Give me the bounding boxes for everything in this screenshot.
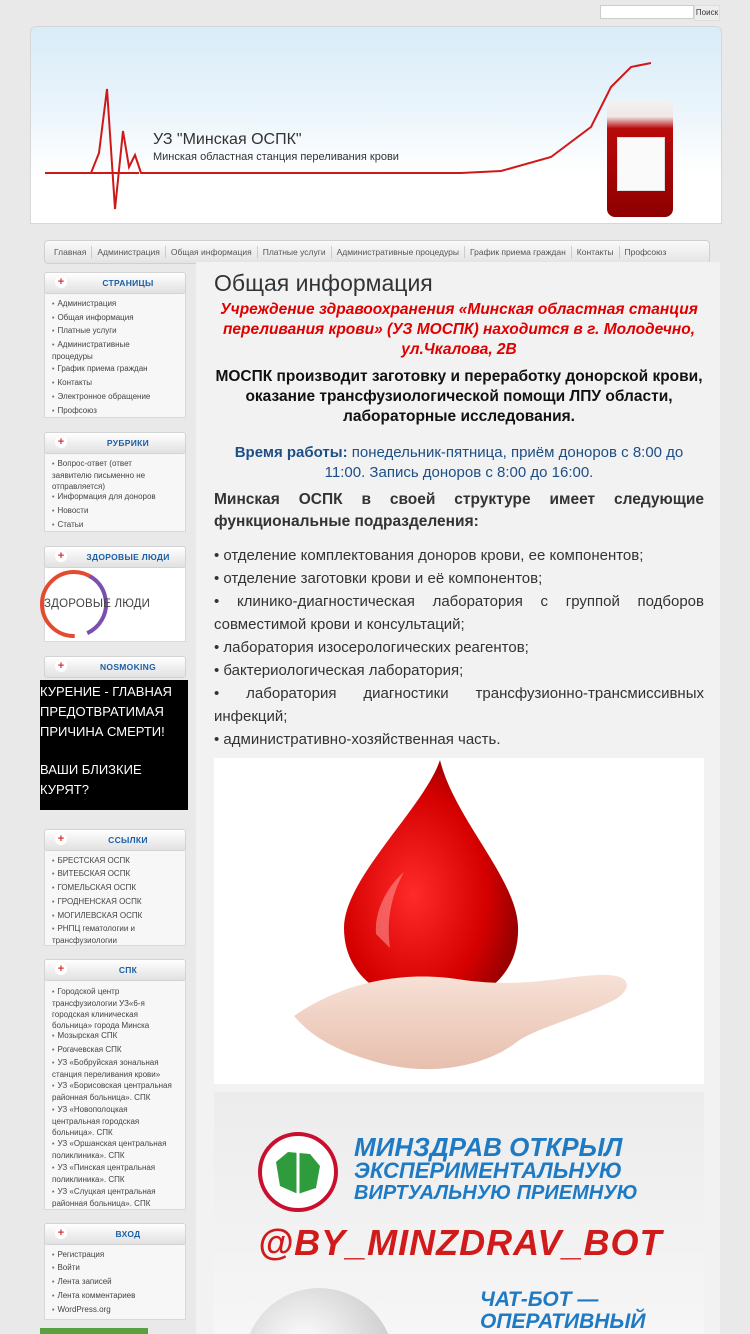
sidebar-link[interactable]: • Профсоюз (52, 405, 180, 417)
widget-title: ЗДОРОВЫЕ ЛЮДИ (86, 552, 170, 562)
structure-heading: Минская ОСПК в своей структуре имеет следующие функциональные подразделения: (214, 491, 704, 530)
widget-title: РУБРИКИ (106, 438, 150, 448)
spk-widget-header (44, 959, 186, 981)
work-hours-text: понедельник-пятница, приём доноров с 8:00 до 11:00. Запись доноров с 8:00 до 16:00. (324, 444, 684, 481)
sidebar-link[interactable]: • УЗ «Новополоцкая центральная городская больница». СПК (52, 1104, 162, 1138)
nav-item-contacts[interactable]: Контакты (572, 246, 620, 258)
site-header (30, 26, 722, 224)
sidebar-link[interactable]: • ВИТЕБСКАЯ ОСПК (52, 868, 180, 880)
sidebar-link[interactable]: • Платные услуги (52, 325, 180, 337)
site-title[interactable]: УЗ "Минская ОСПК" (153, 131, 302, 148)
list-item: • лаборатория изосерологических реагентов; (214, 639, 529, 656)
list-item: • отделение заготовки крови и её компонентов; (214, 570, 543, 587)
plus-icon[interactable]: + (55, 963, 67, 975)
work-hours-label: Время работы: (234, 444, 348, 461)
nav-item-union[interactable]: Профсоюз (624, 247, 667, 257)
sidebar-link[interactable]: • УЗ «Бобруйская зональная станция переливания крови» (52, 1057, 172, 1080)
sidebar-link[interactable]: • ГРОДНЕНСКАЯ ОСПК (52, 896, 180, 908)
list-item: • отделение комплектования доноров крови, ее компонентов; (214, 547, 644, 564)
nosmoking-text: КУРЕНИЕ - ГЛАВНАЯ ПРЕДОТВРАТИМАЯ ПРИЧИНА СМЕРТИ! (40, 684, 172, 739)
search-input[interactable] (600, 5, 694, 19)
sidebar-link[interactable]: • Электронное обращение (52, 391, 180, 403)
healthy-widget-header (44, 546, 186, 568)
banner-line-1: МИНЗДРАВ ОТКРЫЛ (354, 1132, 623, 1162)
widget-title: ВХОД (115, 1229, 141, 1239)
banner-chat-1: ЧАТ-БОТ — (480, 1288, 599, 1311)
sidebar-link[interactable]: • Статьи (52, 519, 180, 531)
sidebar-link[interactable]: • УЗ «Пинская центральная поликлиника». СПК (52, 1162, 162, 1185)
robot-image (244, 1288, 394, 1334)
healthy-logo-text: ЗДОРОВЫЕ ЛЮДИ (44, 598, 151, 610)
address-text: Учреждение здравоохранения «Минская областная станция переливания крови» (УЗ МОСПК) находится в г. Молодечно, ул.Чкалова, 2В (220, 301, 698, 358)
login-widget-header (44, 1223, 186, 1245)
rubrics-widget-header (44, 432, 186, 454)
bag-label (617, 137, 665, 191)
search-button[interactable]: Поиск (694, 5, 720, 21)
sidebar-link[interactable]: • Мозырская СПК (52, 1030, 180, 1042)
sidebar-link[interactable]: • МОГИЛЕВСКАЯ ОСПК (52, 910, 180, 922)
nav-item-procedures[interactable]: Административные процедуры (332, 246, 465, 258)
nav-item-paid[interactable]: Платные услуги (258, 246, 332, 258)
sidebar-link[interactable]: • WordPress.org (52, 1304, 180, 1316)
work-hours (214, 443, 704, 483)
sidebar-link[interactable]: • УЗ «Оршанская центральная поликлиника». СПК (52, 1138, 178, 1161)
sidebar-link[interactable]: • УЗ «Слуцкая центральная районная больница». СПК (52, 1186, 172, 1209)
page-title: Общая информация (214, 270, 433, 296)
nav-item-schedule[interactable]: График приема граждан (465, 246, 572, 258)
pages-widget-header (44, 272, 186, 294)
list-item: • лаборатория диагностики трансфузионно-трансмиссивных инфекций; (214, 685, 704, 725)
sidebar-link[interactable]: • График приема граждан (52, 363, 180, 375)
sidebar-link[interactable]: • УЗ «Борисовская центральная районная больница». СПК (52, 1080, 182, 1103)
widget-title: ССЫЛКИ (108, 835, 148, 845)
banner-bot-name: @BY_MINZDRAV_BOT (258, 1222, 663, 1263)
list-item: • клинико-диагностическая лаборатория с группой подборов совместимой крови и консультаций; (214, 593, 704, 633)
blood-drop-image (214, 758, 704, 1084)
blood-drop-icon (214, 758, 704, 1084)
sidebar-link[interactable]: • Административные процедуры (52, 339, 152, 362)
site-subtitle: Минская областная станция переливания крови (153, 151, 399, 163)
widget-title: NOSMOKING (99, 662, 157, 672)
minzdrav-emblem-icon (258, 1132, 338, 1212)
links-widget-header (44, 829, 186, 851)
sidebar-link[interactable]: • Регистрация (52, 1249, 180, 1261)
list-item: • административно-хозяйственная часть. (214, 731, 501, 748)
plus-icon[interactable]: + (55, 660, 67, 672)
plus-icon[interactable]: + (55, 833, 67, 845)
sidebar-link[interactable]: • Информация для доноров (52, 491, 180, 503)
sidebar-link[interactable]: • Городской центр трансфузиологии УЗ«6-я городская клиническая больница» города Минска (52, 986, 162, 1031)
nav-item-home[interactable]: Главная (49, 246, 92, 258)
plus-icon[interactable]: + (55, 276, 67, 288)
main-nav (44, 240, 710, 264)
sidebar-link[interactable]: • Вопрос-ответ (ответ заявителю письменно не отправляется) (52, 458, 164, 492)
banner-chat-2: ОПЕРАТИВНЫЙ (480, 1310, 646, 1333)
sidebar-link[interactable]: • Контакты (52, 377, 180, 389)
nosmoking-text-2: ВАШИ БЛИЗКИЕ КУРЯТ? (40, 762, 142, 797)
nosmoking-banner[interactable] (40, 680, 188, 810)
sidebar-link[interactable]: • Лента комментариев (52, 1290, 180, 1302)
services-text: МОСПК производит заготовку и переработку донорской крови, оказание трансфузиологической помощи ЛПУ области, лабораторные исследования. (215, 368, 703, 425)
sidebar-link[interactable]: • Новости (52, 505, 180, 517)
plus-icon[interactable]: + (55, 436, 67, 448)
sidebar-link[interactable]: • Рогачевская СПК (52, 1044, 180, 1056)
minzdrav-banner[interactable] (214, 1092, 704, 1334)
sidebar-link[interactable]: • Войти (52, 1262, 180, 1274)
widget-title: СТРАНИЦЫ (102, 278, 154, 288)
sidebar-link[interactable]: • Лента записей (52, 1276, 180, 1288)
partial-banner[interactable] (40, 1328, 148, 1334)
sidebar-link[interactable]: • РНПЦ гематологии и трансфузиологии (52, 923, 152, 946)
sidebar-link[interactable]: • Администрация (52, 298, 180, 310)
banner-line-3: ВИРТУАЛЬНУЮ ПРИЕМНУЮ (354, 1182, 638, 1204)
widget-title: СПК (118, 965, 138, 975)
list-item: • бактериологическая лаборатория; (214, 662, 464, 679)
banner-line-2: ЭКСПЕРИМЕНТАЛЬНУЮ (354, 1158, 622, 1183)
sidebar-link[interactable]: • Общая информация (52, 312, 180, 324)
sidebar-link[interactable]: • ГОМЕЛЬСКАЯ ОСПК (52, 882, 180, 894)
blood-bag-image (607, 99, 673, 217)
sidebar-link[interactable]: • БРЕСТСКАЯ ОСПК (52, 855, 180, 867)
plus-icon[interactable]: + (55, 550, 67, 562)
nav-item-admin[interactable]: Администрация (92, 246, 165, 258)
plus-icon[interactable]: + (55, 1227, 67, 1239)
nosmoking-widget-header (44, 656, 186, 678)
nav-item-general[interactable]: Общая информация (166, 246, 258, 258)
